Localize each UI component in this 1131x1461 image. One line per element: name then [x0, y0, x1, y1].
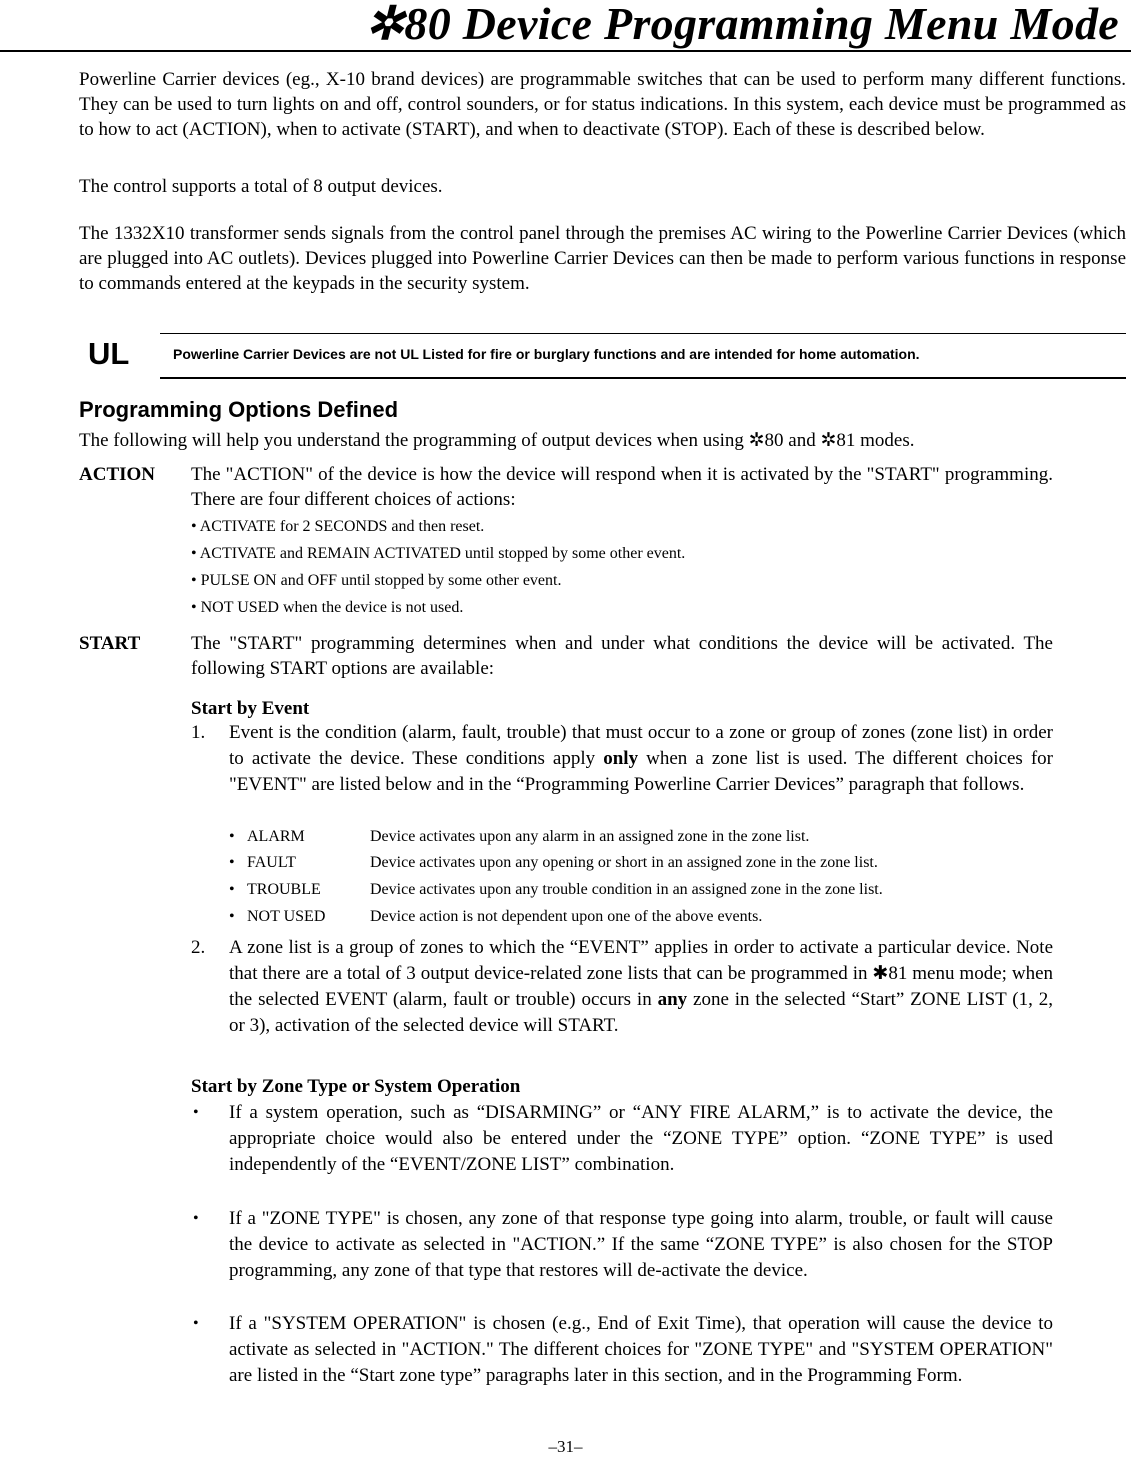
event-name: NOT USED: [247, 908, 326, 925]
event-name: ALARM: [247, 828, 305, 845]
event-bullet: •: [229, 854, 235, 871]
title-rule: [0, 50, 1131, 52]
bullet-dot: •: [193, 1210, 199, 1227]
action-option: • PULSE ON and OFF until stopped by some other event.: [191, 572, 562, 589]
start-term: START: [79, 633, 141, 654]
zone-type-item: If a "SYSTEM OPERATION" is chosen (e.g., End of Exit Time), that operation will cause the device to activate as selected in "ACTION." The different choices for "ZONE TYPE" and "SYSTEM OPERATION" are listed in the “Start zone type” paragraphs later in this section, and in the Programming Form.: [229, 1313, 1053, 1386]
event-description: Device activates upon any opening or short in an assigned zone in the zone list.: [370, 854, 878, 871]
event-item-1: Event is the condition (alarm, fault, trouble) that must occur to a zone or group of zones (zone list) in order to activate the device. These conditions apply only when a zone list is used. The different choices for "EVENT" are listed below and in the “Programming Powerline Carrier Devices” paragraph that follows.: [229, 722, 1053, 795]
event-description: Device activates upon any trouble condition in an assigned zone in the zone list.: [370, 881, 883, 898]
event-bullet: •: [229, 908, 235, 925]
intro-paragraph-1: Powerline Carrier devices (eg., X-10 brand devices) are programmable switches that can be used to perform many different functions. They can be used to turn lights on and off, control sounders, or for status indications. In this system, each device must be programmed as to how to act (ACTION), when to activate (START), and when to deactivate (STOP). Each of these is described below.: [79, 69, 1126, 140]
event-description: Device action is not dependent upon one of the above events.: [370, 908, 763, 925]
start-description: The "START" programming determines when and under what conditions the device will be activated. The following START options are available:: [191, 633, 1053, 679]
zone-type-item: If a system operation, such as “DISARMING” or “ANY FIRE ALARM,” is to activate the device, the appropriate choice would also be entered under the “ZONE TYPE” option. “ZONE TYPE” is used independently of the “EVENT/ZONE LIST” combination.: [229, 1102, 1053, 1175]
bullet-dot: •: [193, 1315, 199, 1332]
start-by-event-heading: Start by Event: [191, 698, 310, 719]
ul-note-top-rule: [160, 333, 1126, 334]
section-heading: Programming Options Defined: [79, 397, 399, 422]
event-item-2: A zone list is a group of zones to which the “EVENT” applies in order to activate a particular device. Note that there are a total of 3 output device-related zone lists that can be programmed in ✱81 menu mode; when the selected EVENT (alarm, fault or trouble) occurs in any zone in the selected “Start” ZONE LIST (1, 2, or 3), activation of the selected device will START.: [229, 937, 1053, 1036]
action-option: • ACTIVATE and REMAIN ACTIVATED until stopped by some other event.: [191, 545, 686, 562]
start-by-zone-type-heading: Start by Zone Type or System Operation: [191, 1076, 521, 1097]
event-description: Device activates upon any alarm in an assigned zone in the zone list.: [370, 828, 810, 845]
emphasis-only: only: [603, 748, 639, 769]
event-name: TROUBLE: [247, 881, 321, 898]
list-number: 2.: [191, 937, 206, 958]
event-bullet: •: [229, 828, 235, 845]
ul-note-text: Powerline Carrier Devices are not UL Listed for fire or burglary functions and are intended for home automation.: [173, 346, 920, 362]
options-intro: The following will help you understand the programming of output devices when using ✲80 and ✲81 modes.: [79, 430, 915, 451]
action-option: • NOT USED when the device is not used.: [191, 599, 464, 616]
event-name: FAULT: [247, 854, 296, 871]
intro-paragraph-3: The 1332X10 transformer sends signals from the control panel through the premises AC wiring to the Powerline Carrier Devices (which are plugged into AC outlets). Devices plugged into Powerline Carrier Devices can then be made to perform various functions in response to commands entered at the keypads in the security system.: [79, 223, 1126, 294]
event-bullet: •: [229, 881, 235, 898]
ul-logo: UL: [88, 336, 130, 371]
intro-paragraph-2: The control supports a total of 8 output devices.: [79, 176, 443, 197]
page-title: ✲80 Device Programming Menu Mode: [365, 0, 1119, 49]
list-number: 1.: [191, 722, 206, 743]
page-number: –31–: [548, 1437, 583, 1456]
ul-note-bottom-rule: [160, 377, 1126, 379]
action-term: ACTION: [79, 464, 156, 485]
action-option: • ACTIVATE for 2 SECONDS and then reset.: [191, 518, 485, 535]
emphasis-any: any: [657, 989, 688, 1010]
bullet-dot: •: [193, 1104, 199, 1121]
action-description: The "ACTION" of the device is how the device will respond when it is activated by the "START" programming. There are four different choices of actions:: [191, 464, 1053, 510]
zone-type-item: If a "ZONE TYPE" is chosen, any zone of that response type going into alarm, trouble, or fault will cause the device to activate as selected in "ACTION.” If the same “ZONE TYPE” is also chosen for the STOP programming, any zone of that type that restores will de-activate the device.: [229, 1208, 1053, 1281]
